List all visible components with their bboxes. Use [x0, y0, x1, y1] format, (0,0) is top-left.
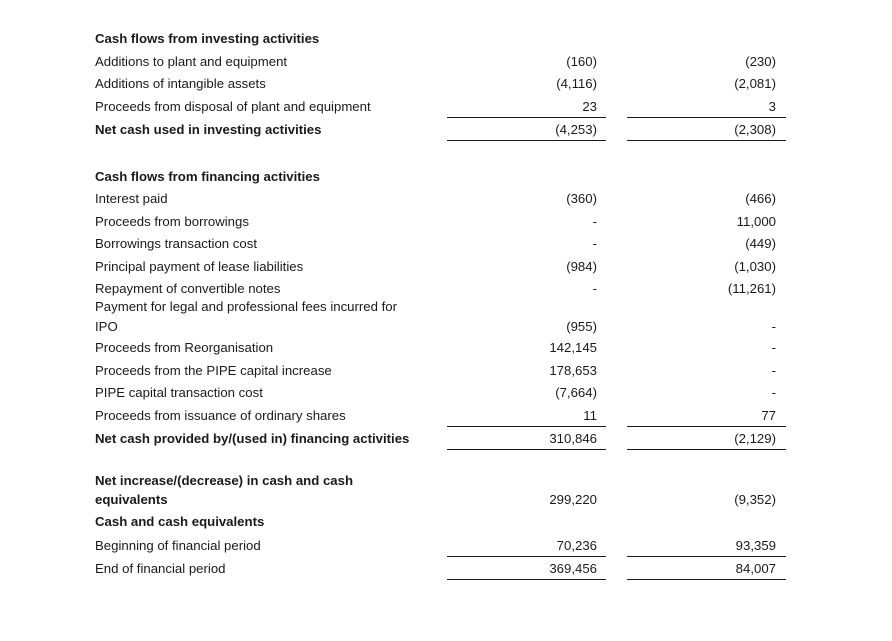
financing-row-value-current: -	[592, 236, 597, 251]
subtotal-rule	[447, 117, 606, 118]
net-change-value-current: 299,220	[549, 492, 597, 507]
financing-row-label: Proceeds from the PIPE capital increase	[95, 363, 332, 378]
total-rule	[627, 140, 786, 141]
cash-beginning-value-prior: 93,359	[735, 538, 776, 553]
financing-row-value-prior: 11,000	[736, 214, 776, 229]
financing-row-value-prior: (11,261)	[727, 281, 776, 296]
investing-row-value-current: 23	[582, 99, 597, 114]
financing-row-value-current: (360)	[566, 191, 597, 206]
financing-row-value-prior: (466)	[745, 191, 776, 206]
investing-row-label: Additions of intangible assets	[95, 76, 266, 91]
investing-row-value-prior: 3	[768, 99, 776, 114]
financing-row-label: Borrowings transaction cost	[95, 236, 257, 251]
investing-row-label: Additions to plant and equipment	[95, 54, 288, 69]
financing-row-value-current: (7,664)	[555, 385, 597, 400]
investing-total-value-prior: (2,308)	[734, 122, 776, 137]
financing-row-label: Proceeds from issuance of ordinary shares	[95, 408, 346, 423]
total-rule	[447, 140, 606, 141]
investing-total-label: Net cash used in investing activities	[95, 122, 322, 137]
financing-row-value-current: 11	[583, 408, 597, 423]
investing-row-value-current: (4,116)	[556, 76, 597, 91]
investing-heading: Cash flows from investing activities	[95, 31, 320, 46]
subtotal-rule	[627, 117, 786, 118]
financing-row-value-prior: (1,030)	[734, 259, 776, 274]
subtotal-rule	[627, 556, 786, 557]
net-change-label: Net increase/(decrease) in cash and cash	[95, 473, 354, 488]
financing-total-value-current: 310,846	[549, 431, 597, 446]
total-rule	[447, 449, 606, 450]
financing-row-value-prior: (449)	[745, 236, 776, 251]
total-rule	[627, 579, 786, 580]
financing-heading: Cash flows from financing activities	[95, 169, 320, 184]
financing-total-value-prior: (2,129)	[734, 431, 776, 446]
net-change-value-prior: (9,352)	[734, 492, 776, 507]
financing-row-label: Proceeds from Reorganisation	[95, 340, 274, 355]
financing-row-value-current: (984)	[566, 259, 597, 274]
cash-beginning-label: Beginning of financial period	[95, 538, 261, 553]
financing-row-label: Principal payment of lease liabilities	[95, 259, 304, 274]
cash-heading: Cash and cash equivalents	[95, 514, 265, 529]
investing-row-value-prior: (2,081)	[734, 76, 776, 91]
financing-total-label: Net cash provided by/(used in) financing activities	[95, 431, 410, 446]
financing-row-label: Payment for legal and professional fees incurred for	[95, 299, 398, 314]
financing-row-value-current: -	[592, 214, 597, 229]
financing-row-value-prior: -	[771, 319, 776, 334]
financing-row-value-prior: -	[771, 385, 776, 400]
cash-end-value-prior: 84,007	[735, 561, 776, 576]
financing-row-value-current: (955)	[566, 319, 597, 334]
financing-row-value-prior: -	[771, 340, 776, 355]
investing-total-value-current: (4,253)	[555, 122, 597, 137]
financing-row-value-prior: -	[771, 363, 776, 378]
financing-row-label: Interest paid	[95, 191, 168, 206]
cash-beginning-value-current: 70,236	[556, 538, 597, 553]
total-rule	[447, 579, 606, 580]
subtotal-rule	[627, 426, 786, 427]
financing-row-value-current: 178,653	[549, 363, 597, 378]
total-rule	[627, 449, 786, 450]
subtotal-rule	[447, 556, 606, 557]
investing-row-value-prior: (230)	[745, 54, 776, 69]
financing-row-label-continued: IPO	[95, 319, 118, 334]
financing-row-label: Proceeds from borrowings	[95, 214, 249, 229]
cash-end-label: End of financial period	[95, 561, 226, 576]
subtotal-rule	[447, 426, 606, 427]
financing-row-value-current: 142,145	[549, 340, 597, 355]
cash-end-value-current: 369,456	[549, 561, 597, 576]
investing-row-label: Proceeds from disposal of plant and equipment	[95, 99, 371, 114]
net-change-label-continued: equivalents	[95, 492, 168, 507]
investing-row-value-current: (160)	[566, 54, 597, 69]
financing-row-label: Repayment of convertible notes	[95, 281, 281, 296]
financing-row-label: PIPE capital transaction cost	[95, 385, 263, 400]
financing-row-value-prior: 77	[761, 408, 776, 423]
financing-row-value-current: -	[592, 281, 597, 296]
